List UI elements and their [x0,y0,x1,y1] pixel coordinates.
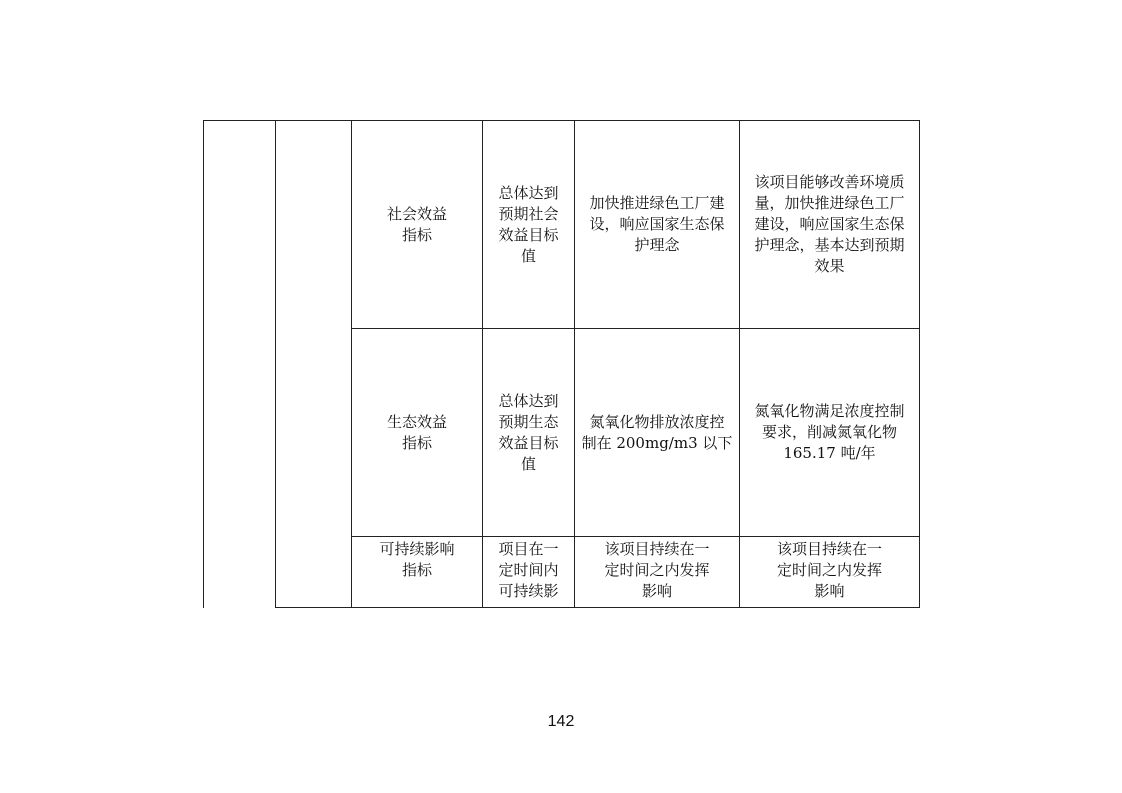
index-value-cell: 加快推进绿色工厂建 设，响应国家生态保 护理念 [575,121,740,329]
table-row [204,121,920,329]
actual-value-cell: 氮氧化物满足浓度控制 要求，削减氮氧化物 165.17 吨/年 [740,329,920,537]
merged-empty-cell-1 [204,121,276,608]
indicator-name-cell: 可持续影响 指标 [352,537,483,608]
merged-empty-cell-2 [276,121,352,608]
indicator-table-fragment [203,120,919,606]
target-cell: 总体达到 预期社会 效益目标 值 [483,121,575,329]
target-cell: 项目在一 定时间内 可持续影 [483,537,575,608]
indicator-name-cell: 社会效益 指标 [352,121,483,329]
index-value-cell: 氮氧化物排放浓度控 制在 200mg/m3 以下 [575,329,740,537]
actual-value-cell: 该项目持续在一 定时间之内发挥 影响 [740,537,920,608]
actual-value-cell: 该项目能够改善环境质 量，加快推进绿色工厂 建设，响应国家生态保 护理念，基本达到预期 效果 [740,121,920,329]
indicator-table [203,120,920,608]
target-cell: 总体达到 预期生态 效益目标 值 [483,329,575,537]
indicator-name-cell: 生态效益 指标 [352,329,483,537]
index-value-cell: 该项目持续在一 定时间之内发挥 影响 [575,537,740,608]
page-number: 142 [547,713,575,730]
